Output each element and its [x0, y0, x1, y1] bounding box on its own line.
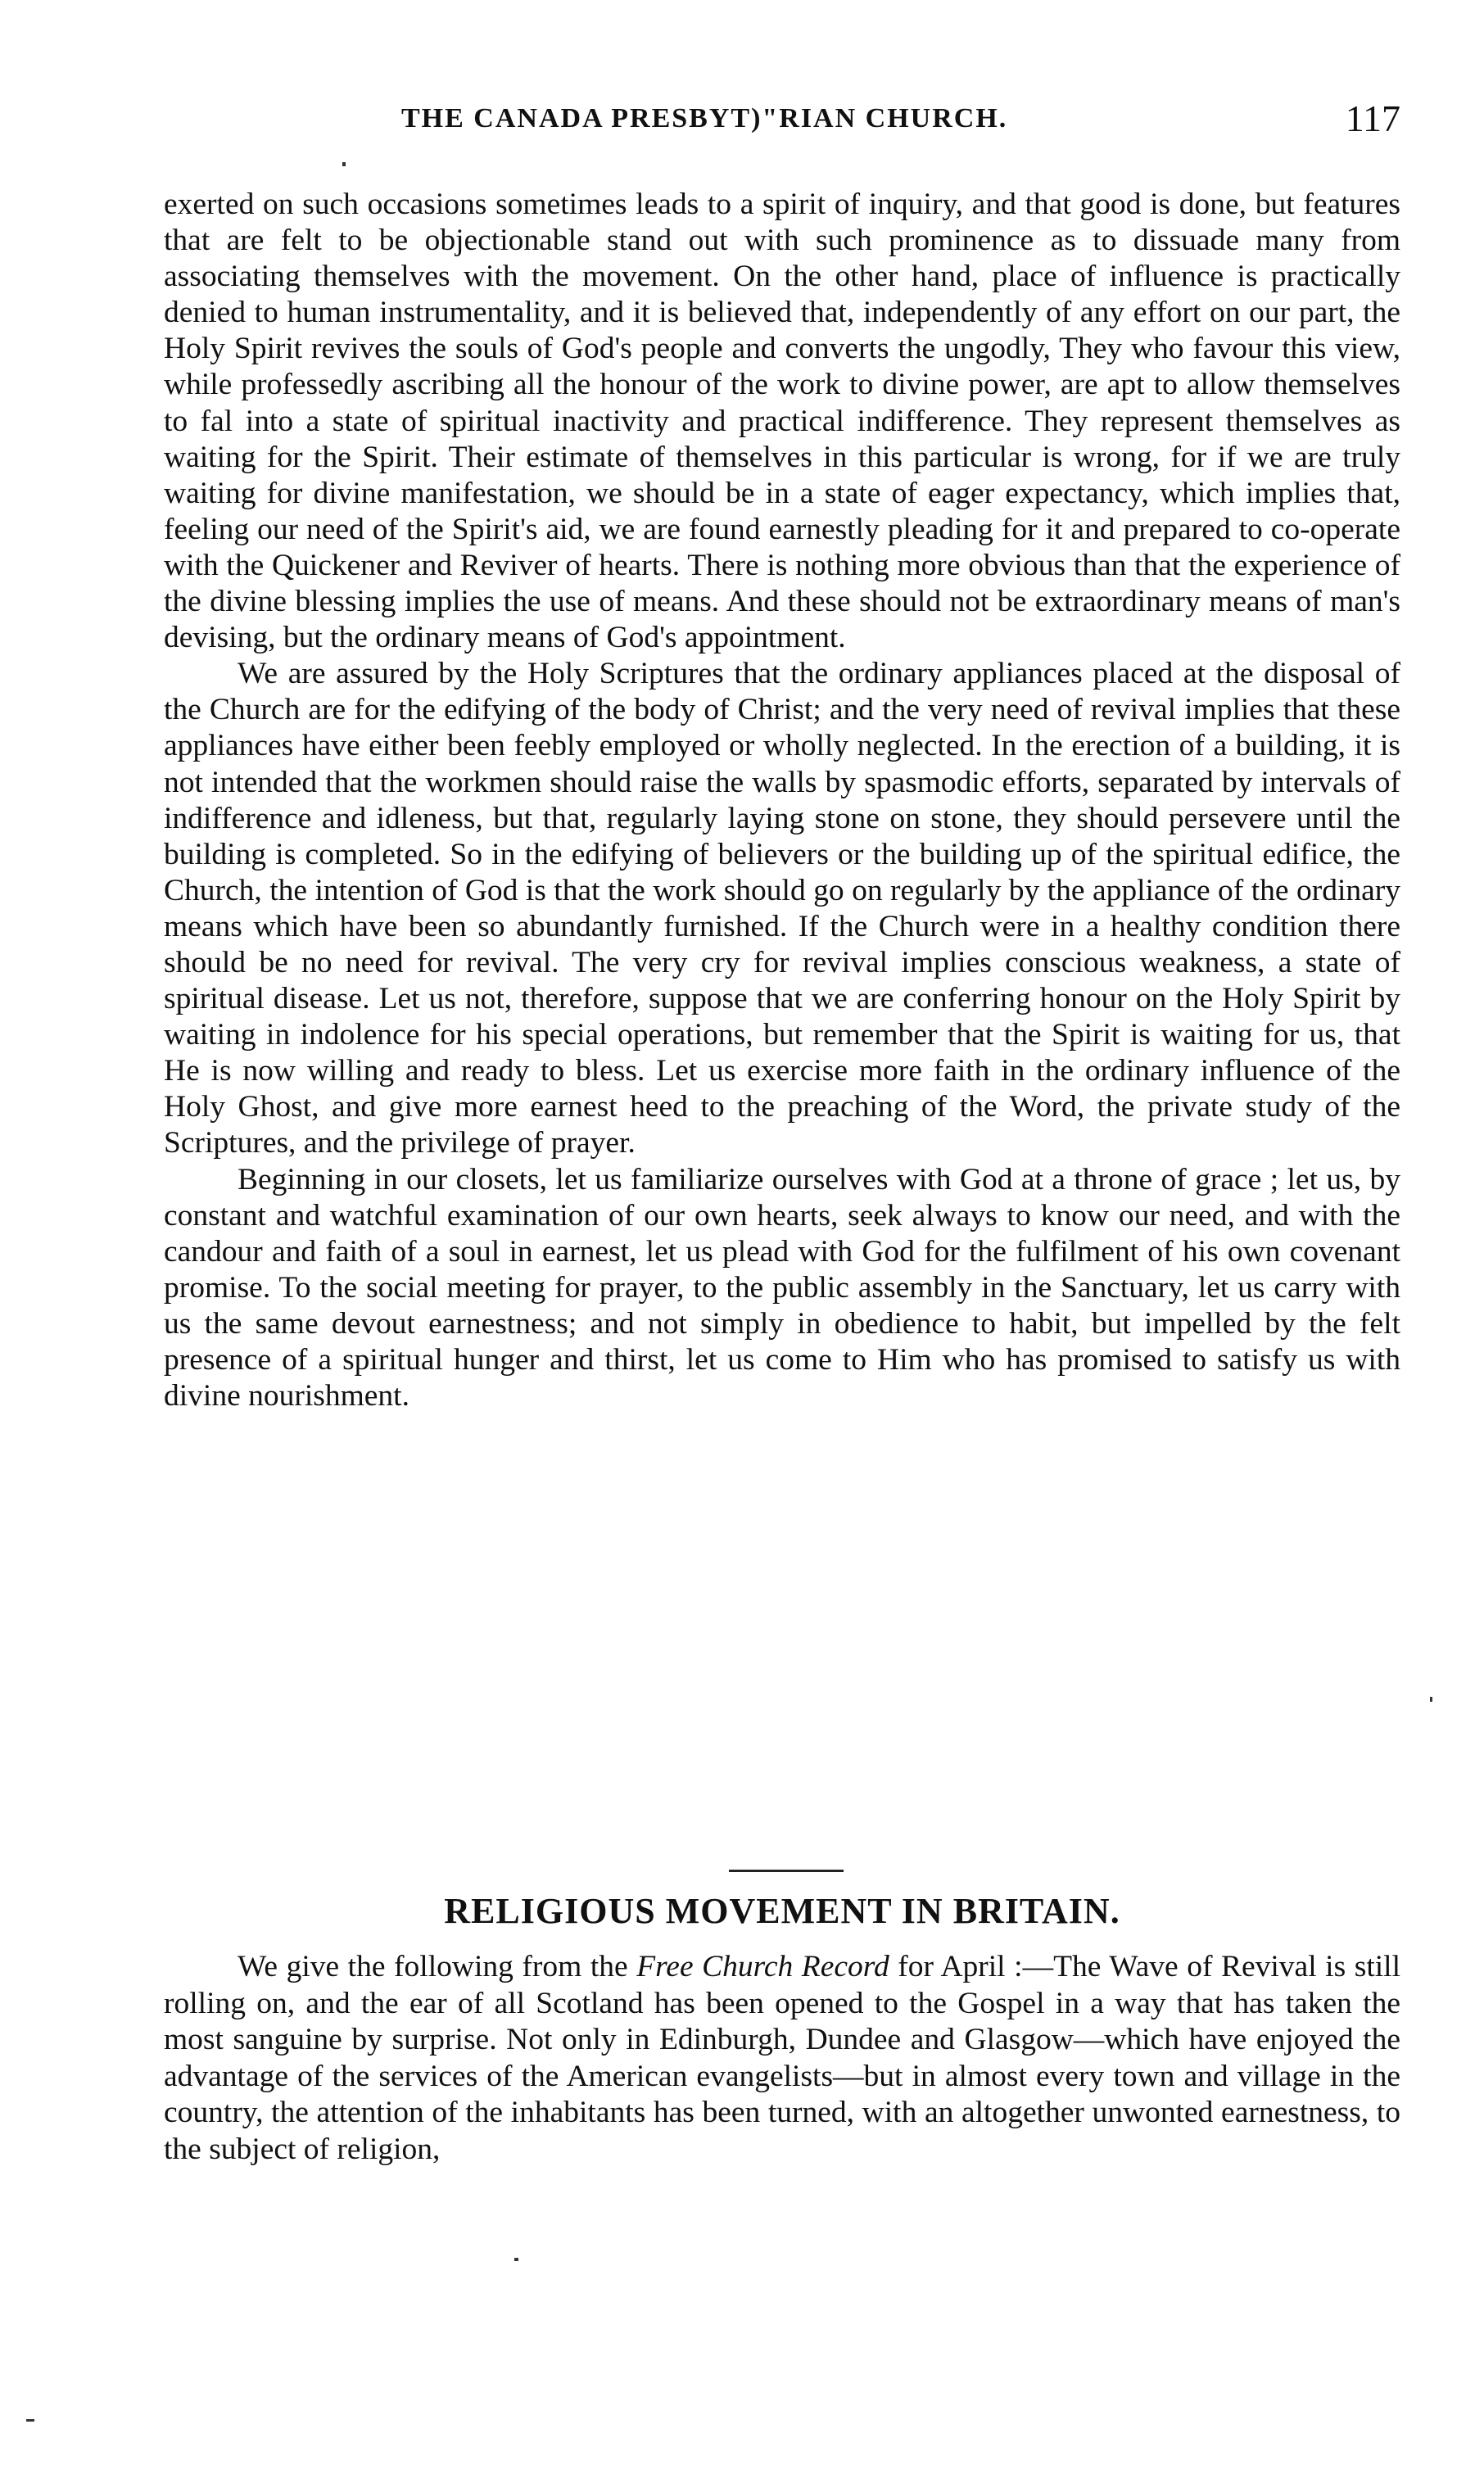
scan-speck: [514, 2258, 518, 2261]
paragraph-2: We are assured by the Holy Scriptures that the ordinary appliances placed at the disposal of the Church are for the edifying of the body of Christ; and the very need of revival implies that these appliances have either been feebly employed or wholly neglected. In the erection of a building, it is not intended that the workmen should raise the walls by spasmodic efforts, separated by intervals of indifference and idleness, but that, regularly laying stone on stone, they should persevere until the building is completed. So in the edifying of believers or the building up of the spiritual edifice, the Church, the intention of God is that the work should go on regularly by the appliance of the ordinary means which have been so abundantly furnished. If the Church were in a healthy condition there should be no need for revival. The very cry for revival implies conscious weakness, a state of spiritual disease. Let us not, therefore, suppose that we are conferring honour on the Holy Spirit by waiting in indolence for his special operations, but remember that the Spirit is waiting for us, that He is now willing and ready to bless. Let us exercise more faith in the ordinary influence of the Holy Ghost, and give more earnest heed to the preaching of the Word, the private study of the Scriptures, and the privilege of prayer.: [164, 657, 1400, 1160]
running-head: [164, 97, 1418, 146]
scan-speck: [1430, 1697, 1432, 1702]
source-title: Free Church Record: [636, 1950, 889, 1983]
paragraph-1: exerted on such occasions sometimes leads to a spirit of inquiry, and that good is done, but features that are felt to be objectionable stand out with such prominence as to dissuade many from associating themselves with the movement. On the other hand, place of influence is practically denied to human instrumentality, and it is believed that, independently of any effort on our part, the Holy Spirit revives the souls of God's people and converts the ungodly, They who favour this view, while professedly ascribing all the honour of the work to divine power, are apt to allow themselves to fal into a state of spiritual inactivity and practical indifference. They represent themselves as waiting for the Spirit. Their estimate of themselves in this particular is wrong, for if we are truly waiting for divine manifestation, we should be in a state of eager expectancy, which implies that, feeling our need of the Spirit's aid, we are found earnestly pleading for it and prepared to co-operate with the Quickener and Reviver of hearts. There is nothing more obvious than that the experience of the divine blessing implies the use of means. And these should not be extraordinary means of man's devising, but the ordinary means of God's appointment.: [164, 188, 1400, 655]
intro-continuation: for April :—The Wave of Revival is still rolling on, and the ear of all Scotland has been opened to the Gospel in a way that has taken the most sanguine by surprise. Not only in Edinburgh, Dundee and Glasgow—which have enjoyed the advantage of the services of the American evangelists—but in almost every town and village in the country, the attention of the inhabitants has been turned, with an altogether unwonted earnestness, to the subject of religion,: [164, 1950, 1400, 2166]
section-body: [164, 1949, 1400, 2169]
section-divider-rule: [729, 1870, 844, 1872]
article-continuation: [164, 187, 1400, 1414]
page-number: 117: [1345, 97, 1400, 139]
paragraph-3: Beginning in our closets, let us familiarize ourselves with God at a throne of grace ; let us, by constant and watchful examination of our own hearts, seek always to know our need, and with the candour and faith of a soul in earnest, let us plead with God for the fulfilment of his own covenant promise. To the social meeting for prayer, to the public assembly in the Sanctuary, let us carry with us the same devout earnestness; and not simply in obedience to habit, but impelled by the felt presence of a spiritual hunger and thirst, let us come to Him who has promised to satisfy us with divine nourishment.: [164, 1162, 1400, 1413]
scan-speck: [26, 2419, 34, 2422]
section-paragraph: [164, 1949, 1400, 2169]
intro-text: We give the following from the: [238, 1950, 637, 1983]
section-heading: RELIGIOUS MOVEMENT IN BRITAIN.: [444, 1891, 1120, 1931]
scan-speck: [342, 162, 346, 166]
running-title: THE CANADA PRESBYT)"RIAN CHURCH.: [401, 103, 1008, 133]
